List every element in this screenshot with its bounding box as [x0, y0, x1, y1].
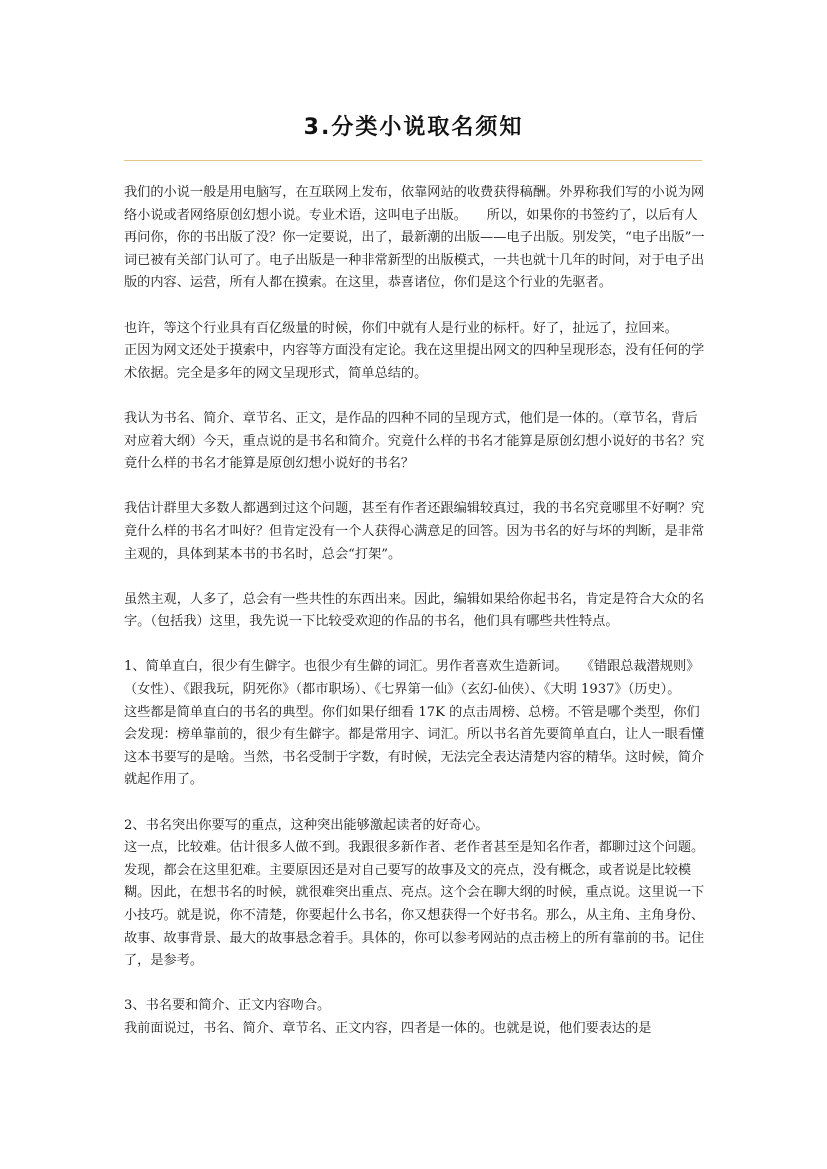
title-divider — [124, 160, 702, 161]
paragraph-3: 我认为书名、简介、章节名、正文，是作品的四种不同的呈现方式，他们是一体的。（章节名，背后对应着大纲）今天，重点说的是书名和简介。究竟什么样的书名才能算是原创幻想小说好的书名？究竟什么样的书名才能算是原创幻想小说好的书名？ — [124, 410, 705, 472]
paragraph-2: 也许，等这个行业具有百亿级量的时候，你们中就有人是行业的标杆。好了，扯远了，拉回来。 正因为网文还处于摸索中，内容等方面没有定论。我在这里提出网文的四种呈现形态，没有任何的学术依据。完全是多年的网文呈现形式，简单总结的。 — [124, 320, 705, 381]
paragraph-8: 3、书名要和简介、正文内容吻合。 我前面说过，书名、简介、章节名、正文内容，四者是一体的。也就是说，他们要表达的是 — [124, 998, 652, 1036]
paragraph-1: 我们的小说一般是用电脑写，在互联网上发布，依靠网站的收费获得稿酬。外界称我们写的小说为网络小说或者网络原创幻想小说。专业术语，这叫电子出版。 所以，如果你的书签约了，以后有人再问你，你的书出版了没？你一定要说，出了，最新潮的出版——电子出版。别发笑，“电子出版”一词已被有关部门认可了。电子出版是一种非常新型的出版模式，一共也就十几年的时间，对于电子出版的内容、运营，所有人都在摸索。在这里，恭喜诸位，你们是这个行业的先驱者。 — [124, 185, 705, 291]
document-body — [124, 182, 706, 1041]
paragraph-5: 虽然主观，人多了，总会有一些共性的东西出来。因此，编辑如果给你起书名，肯定是符合大众的名字。（包括我）这里，我先说一下比较受欢迎的作品的书名，他们具有哪些共性特点。 — [124, 591, 705, 630]
paragraph-6: 1、简单直白，很少有生僻字。也很少有生僻的词汇。男作者喜欢生造新词。 《错跟总裁潜规则》（女性）、《跟我玩，阴死你》（都市职场）、《七界第一仙》（玄幻-仙侠）、《大明 1937》（历史）。 这些都是简单直白的书名的典型。你们如果仔细看 17K 的点击周榜、总榜。不管是哪个类型，你们会发现：榜单靠前的，很少有生僻字。都是常用字、词汇。所以书名首先要简单直白，让人一眼看懂这本书要写的是啥。当然，书名受制于字数，有时候，无法完全表达清楚内容的精华。这时候，简介就起作用了。 — [124, 659, 705, 788]
paragraph-7: 2、书名突出你要写的重点，这种突出能够激起读者的好奇心。 这一点，比较难。估计很多人做不到。我跟很多新作者、老作者甚至是知名作者，都聊过这个问题。发现，都会在这里犯难。主要原因还是对自己要写的故事及文的亮点，没有概念，或者说是比较模糊。因此，在想书名的时候，就很难突出重点、亮点。这个会在聊大纲的时候，重点说。这里说一下小技巧。就是说，你不清楚，你要起什么书名，你又想获得一个好书名。那么，从主角、主角身份、故事、故事背景、最大的故事悬念着手。具体的，你可以参考网站的点击榜上的所有靠前的书。记住了，是参考。 — [124, 817, 705, 969]
paragraph-4: 我估计群里大多数人都遇到过这个问题，甚至有作者还跟编辑较真过，我的书名究竟哪里不好啊？究竟什么样的书名才叫好？但肯定没有一个人获得心满意足的回答。因为书名的好与坏的判断，是非常主观的，具体到某本书的书名时，总会“打架”。 — [124, 501, 705, 562]
page-title: 3.分类小说取名须知 — [303, 115, 524, 140]
